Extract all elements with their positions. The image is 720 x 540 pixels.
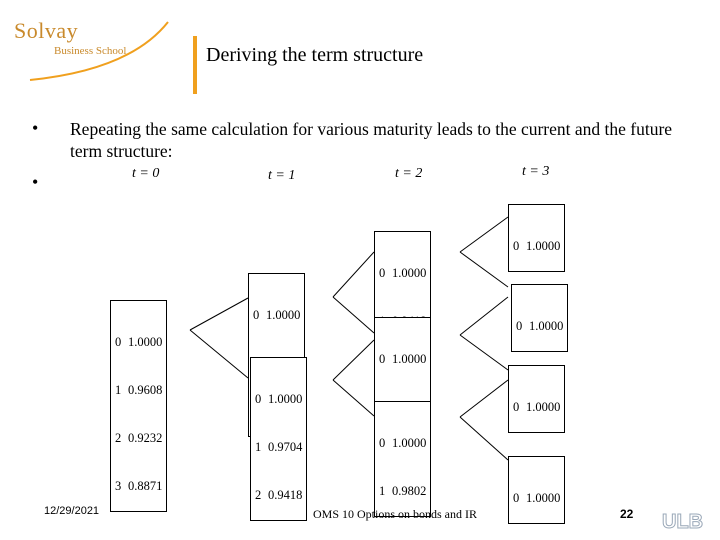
node-t2-up: 0 1.0000: [374, 231, 431, 347]
edge-t2up-t31: [460, 217, 508, 252]
footer-date: 12/29/2021: [44, 505, 100, 517]
time-label-t3: t = 3: [522, 164, 550, 179]
edge-t1up-t2up: [333, 252, 374, 297]
svg-text:ULB: ULB: [662, 511, 704, 532]
edge-t2mid-t32: [460, 297, 508, 335]
time-label-t0: t = 0: [132, 166, 160, 181]
bullet-marker-1: •: [32, 118, 39, 138]
node-t3-2: 0 1.0000: [511, 284, 568, 352]
edge-t2up-t32: [460, 252, 508, 287]
edge-t2down-t34: [460, 417, 508, 460]
node-t0: 0 1.0000 1 0.9608 2 0.9232 3 0.8871: [110, 300, 167, 512]
node-t1-down: 0 1.0000 1 0.9704 2 0.9418: [250, 357, 307, 521]
edge-t0-t1down: [190, 330, 248, 378]
logo-brand: Solvay: [14, 18, 79, 43]
node-t2-mid: 0 1.0000: [374, 317, 431, 433]
page-number: 22: [620, 507, 634, 521]
node-t3-3: 0 1.0000: [508, 365, 565, 433]
bullet-text-1: Repeating the same calculation for various maturity leads to the current and the future term structure:: [70, 119, 673, 161]
edge-t2down-t33: [460, 380, 508, 417]
edge-t2mid-t33: [460, 335, 508, 370]
footer-course: OMS 10 Options on bonds and IR: [313, 507, 478, 521]
time-label-t2: t = 2: [395, 166, 423, 181]
edge-t1up-t2mid: [333, 297, 374, 333]
edge-t0-t1up: [190, 298, 248, 330]
edge-t1down-t2mid: [333, 340, 374, 380]
node-t3-4: 0 1.0000: [508, 456, 565, 524]
node-t3-1: 0 1.0000: [508, 204, 565, 272]
ulb-logo-icon: [662, 510, 706, 532]
edge-t1down-t2down: [333, 380, 374, 416]
node-t2-down: 0 1.0000 1 0.9802: [374, 401, 431, 517]
bullet-marker-2: •: [32, 172, 39, 192]
node-t1-up: 0 1.0000: [248, 273, 305, 437]
slide-title: Deriving the term structure: [206, 44, 424, 66]
logo-subtitle: Business School: [54, 45, 127, 57]
time-label-t1: t = 1: [268, 168, 296, 183]
